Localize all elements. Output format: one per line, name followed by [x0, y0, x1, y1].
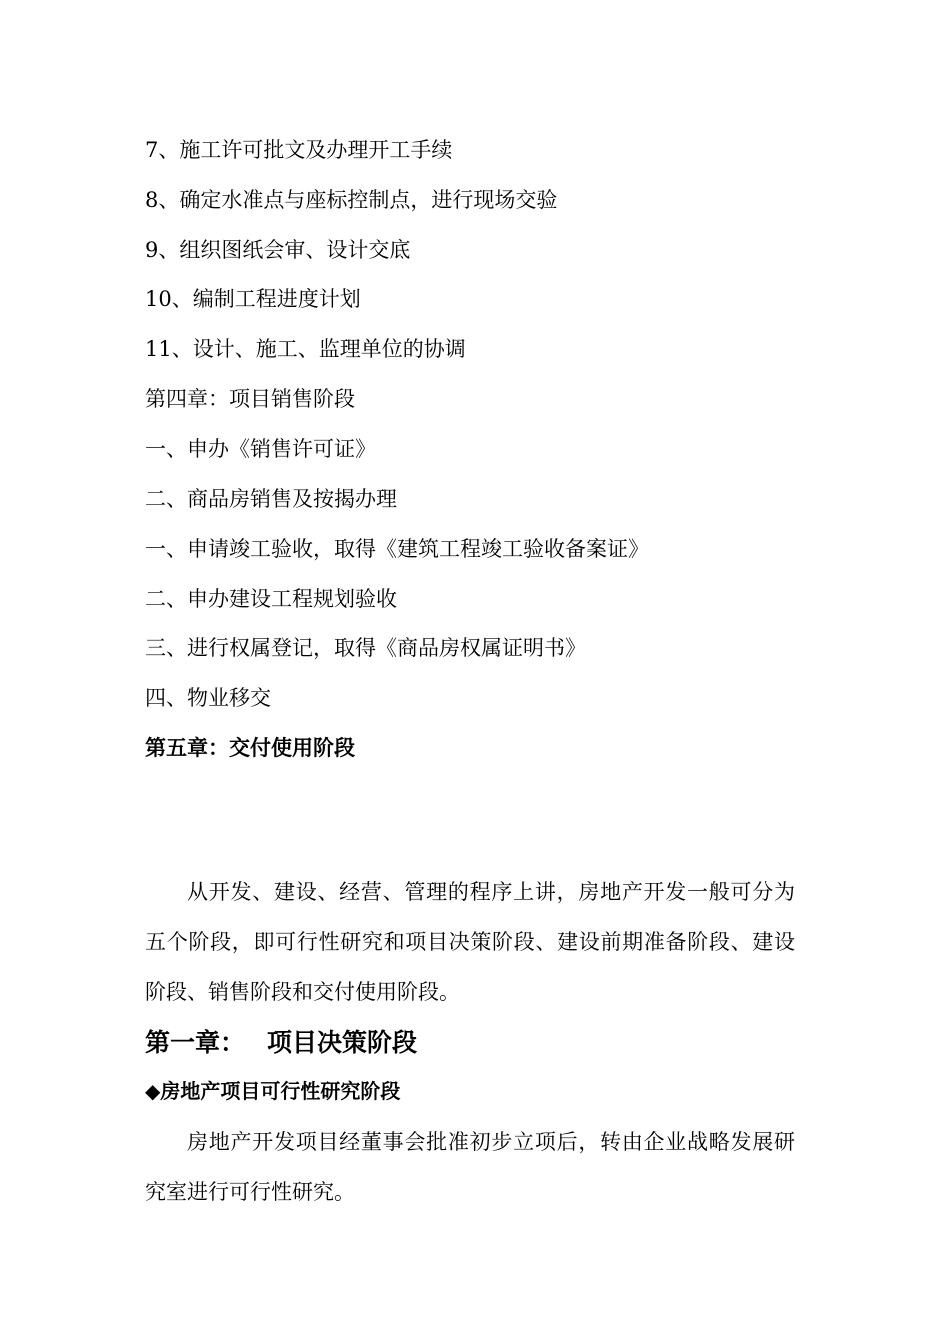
section-heading: ◆房地产项目可行性研究阶段	[145, 1079, 401, 1103]
list-item-planning-acceptance: 二、申办建设工程规划验收	[145, 587, 397, 611]
list-item-sales-mortgage: 二、商品房销售及按揭办理	[145, 487, 397, 511]
chapter1-label: 第一章：	[145, 1028, 246, 1057]
chapter4-heading: 第四章：项目销售阶段	[145, 387, 355, 411]
intro-paragraph: 从开发、建设、经营、管理的程序上讲，房地产开发一般可分为五个阶段，即可行性研究和项目决策阶段、建设前期准备阶段、建设阶段、销售阶段和交付使用阶段。	[145, 880, 795, 1004]
list-item-coordination: 11、设计、施工、监理单位的协调	[145, 337, 466, 361]
list-item-schedule: 10、编制工程进度计划	[145, 287, 361, 311]
list-item-benchmark: 8、确定水准点与座标控制点，进行现场交验	[145, 188, 558, 212]
chapter1-heading	[145, 1026, 417, 1060]
list-item-sales-permit: 一、申办《销售许可证》	[145, 437, 376, 461]
list-item-property-handover: 四、物业移交	[145, 686, 271, 710]
section-paragraph: 房地产开发项目经董事会批准初步立项后，转由企业战略发展研究室进行可行性研究。	[145, 1130, 795, 1204]
list-item-drawing-review: 9、组织图纸会审、设计交底	[145, 238, 411, 262]
list-item-ownership-registration: 三、进行权属登记，取得《商品房权属证明书》	[145, 636, 586, 660]
chapter5-heading: 第五章：交付使用阶段	[145, 736, 355, 760]
list-item-completion-acceptance: 一、申请竣工验收，取得《建筑工程竣工验收备案证》	[145, 537, 649, 561]
chapter1-title: 项目决策阶段	[267, 1028, 418, 1057]
list-item-permit: 7、施工许可批文及办理开工手续	[145, 138, 453, 162]
